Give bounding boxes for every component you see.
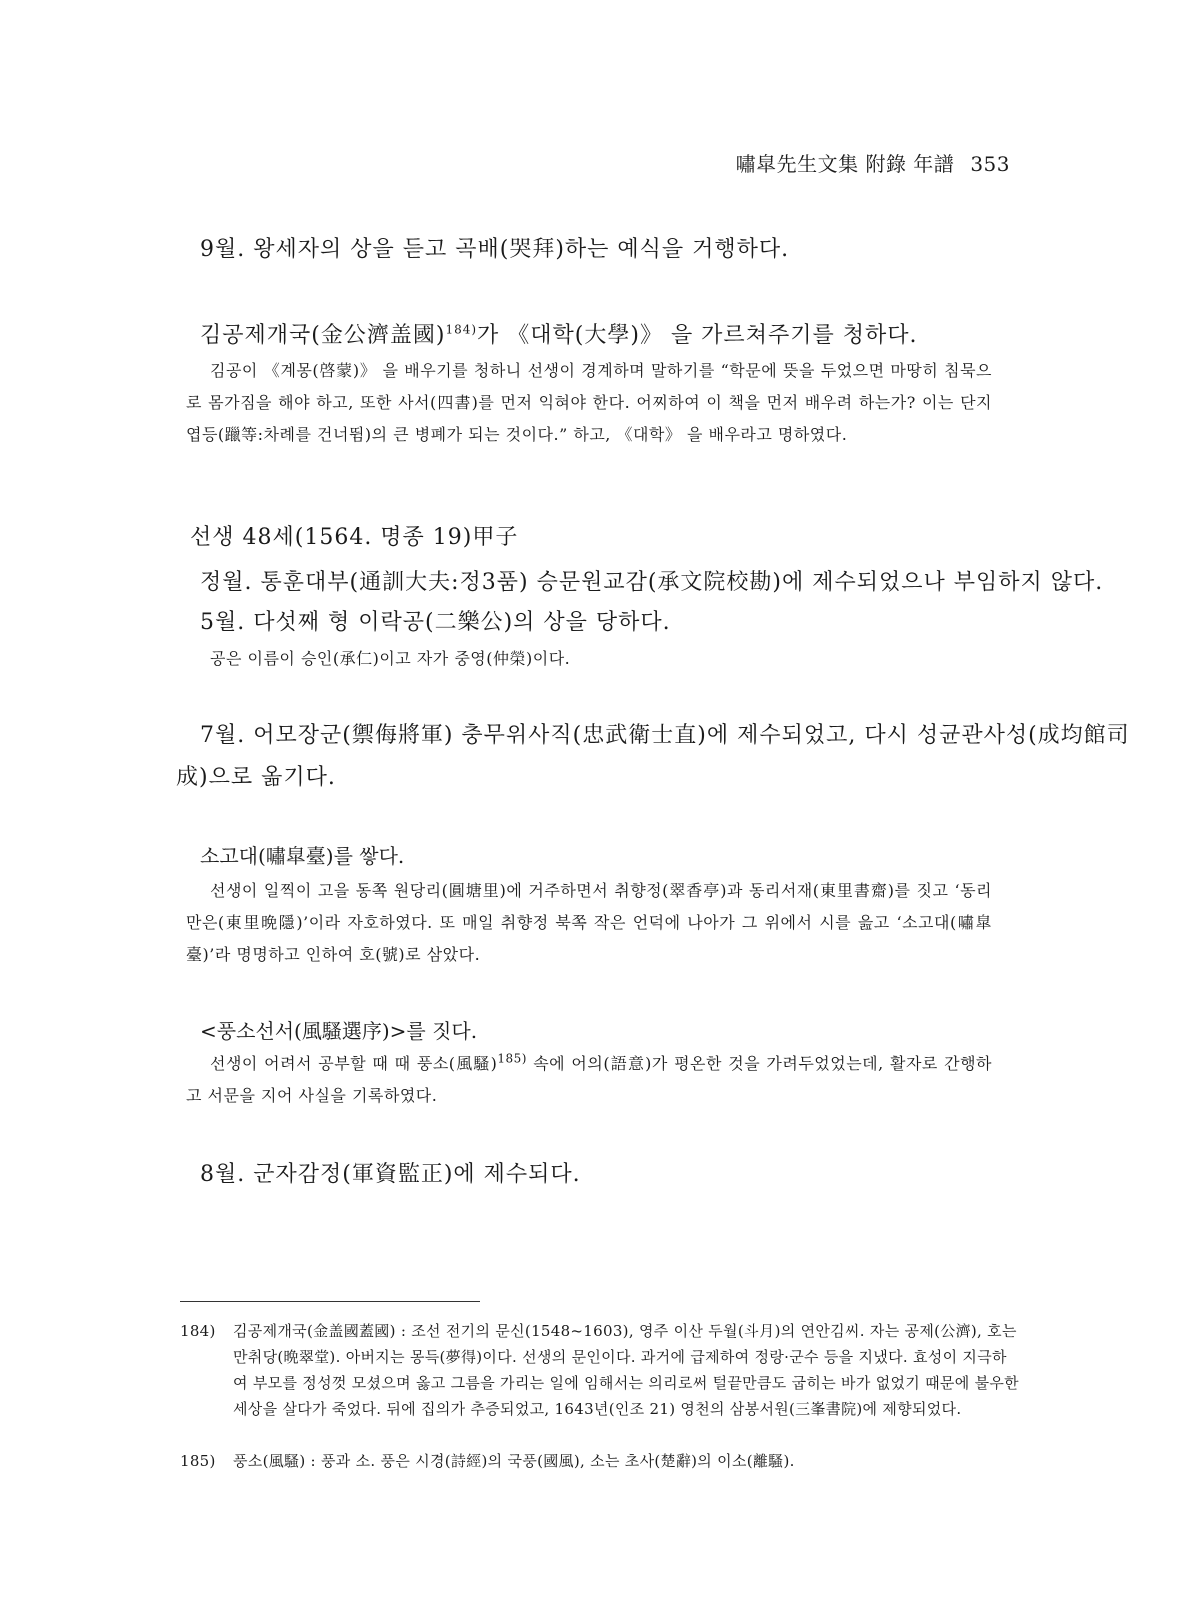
heading-text: 가 《대학(大學)》 을 가르쳐주기를 청하다. <box>477 323 918 348</box>
footnote-number: 184) <box>180 1322 216 1340</box>
entry-heading-july-line2: 成)으로 옮기다. <box>176 765 336 790</box>
page-number: 353 <box>970 152 1010 176</box>
entry-heading-kim <box>200 318 917 349</box>
footnote-divider <box>180 1301 480 1302</box>
heading-text: 김공제개국(金公濟盖國) <box>200 323 446 348</box>
footnote-ref-184[interactable]: 184) <box>445 322 478 337</box>
entry-heading-sogodae: 소고대(嘯皐臺)를 쌓다. <box>200 844 405 868</box>
entry-heading-may: 5월. 다섯째 형 이락공(二樂公)의 상을 당하다. <box>200 610 671 635</box>
body-text: 선생이 어려서 공부할 때 때 풍소(風騷) <box>210 1054 498 1073</box>
entry-heading-jan: 정월. 통훈대부(通訓大夫:정3품) 승문원교감(承文院校勘)에 제수되었으나 부임하지 않다. <box>200 570 1104 595</box>
footnote-184 <box>180 1318 1020 1422</box>
entry-body-pungso <box>186 1048 992 1112</box>
running-header <box>736 148 1010 177</box>
body-text: 속에 어의(語意)가 평온한 것을 가려두었었는데, 활자로 간행하고 서문을 지어 사실을 기록하였다. <box>186 1054 992 1105</box>
footnote-number: 185) <box>180 1452 216 1470</box>
year-heading: 선생 48세(1564. 명종 19)甲子 <box>190 525 519 550</box>
entry-body-kim: 김공이 《계몽(啓蒙)》 을 배우기를 청하니 선생이 경계하며 말하기를 “학문에 뜻을 두었으면 마땅히 침묵으로 몸가짐을 해야 하고, 또한 사서(四書)를 먼저 익혀야 한다. 어찌하여 이 책을 먼저 배우려 하는가? 이는 단지 엽등(躐等:차례를 건너뜀)의 큰 병폐가 되는 것이다.” 하고, 《대학》 을 배우라고 명하였다. <box>186 361 992 444</box>
footnote-185 <box>180 1448 1020 1474</box>
footnote-text: 풍소(風騷) : 풍과 소. 풍은 시경(詩經)의 국풍(國風), 소는 초사(楚辭)의 이소(離騷). <box>233 1452 795 1470</box>
header-title: 嘯皐先生文集 附錄 年譜 <box>735 152 955 176</box>
footnote-ref-185[interactable]: 185) <box>497 1051 527 1066</box>
entry-body-sogodae: 선생이 일찍이 고을 동쪽 원당리(圓塘里)에 거주하면서 취향정(翠香亭)과 동리서재(東里書齋)를 짓고 ‘동리만은(東里晩隱)’이라 자호하였다. 또 매일 취향정 북쪽 작은 언덕에 나아가 그 위에서 시를 읊고 ‘소고대(嘯皐臺)’라 명명하고 인하여 호(號)로 삼았다. <box>186 881 992 964</box>
entry-heading-pungso: <풍소선서(風騷選序)>를 짓다. <box>200 1019 478 1043</box>
footnote-text: 김공제개국(金盖國蓋國) : 조선 전기의 문신(1548~1603), 영주 이산 두월(斗月)의 연안김씨. 자는 공제(公濟), 호는 만취당(晩翠堂). 아버지는 몽득(夢得)이다. 선생의 문인이다. 과거에 급제하여 정랑·군수 등을 지냈다. 효성이 지극하여 부모를 정성껏 모셨으며 옳고 그름을 가리는 일에 임해서는 의리로써 털끝만큼도 굽히는 바가 없었기 때문에 불우한 세상을 살다가 죽었다. 뒤에 집의가 추증되었고, 1643년(인조 21) 영천의 삼봉서원(三峯書院)에 제향되었다. <box>233 1322 1019 1418</box>
entry-heading-sept: 9월. 왕세자의 상을 듣고 곡배(哭拜)하는 예식을 거행하다. <box>200 237 790 262</box>
entry-heading-aug: 8월. 군자감정(軍資監正)에 제수되다. <box>200 1162 581 1187</box>
entry-heading-july-line1: 7월. 어모장군(禦侮將軍) 충무위사직(忠武衛士直)에 제수되었고, 다시 성균관사성(成均館司 <box>200 723 1130 748</box>
entry-body-may: 공은 이름이 승인(承仁)이고 자가 중영(仲榮)이다. <box>210 649 571 668</box>
